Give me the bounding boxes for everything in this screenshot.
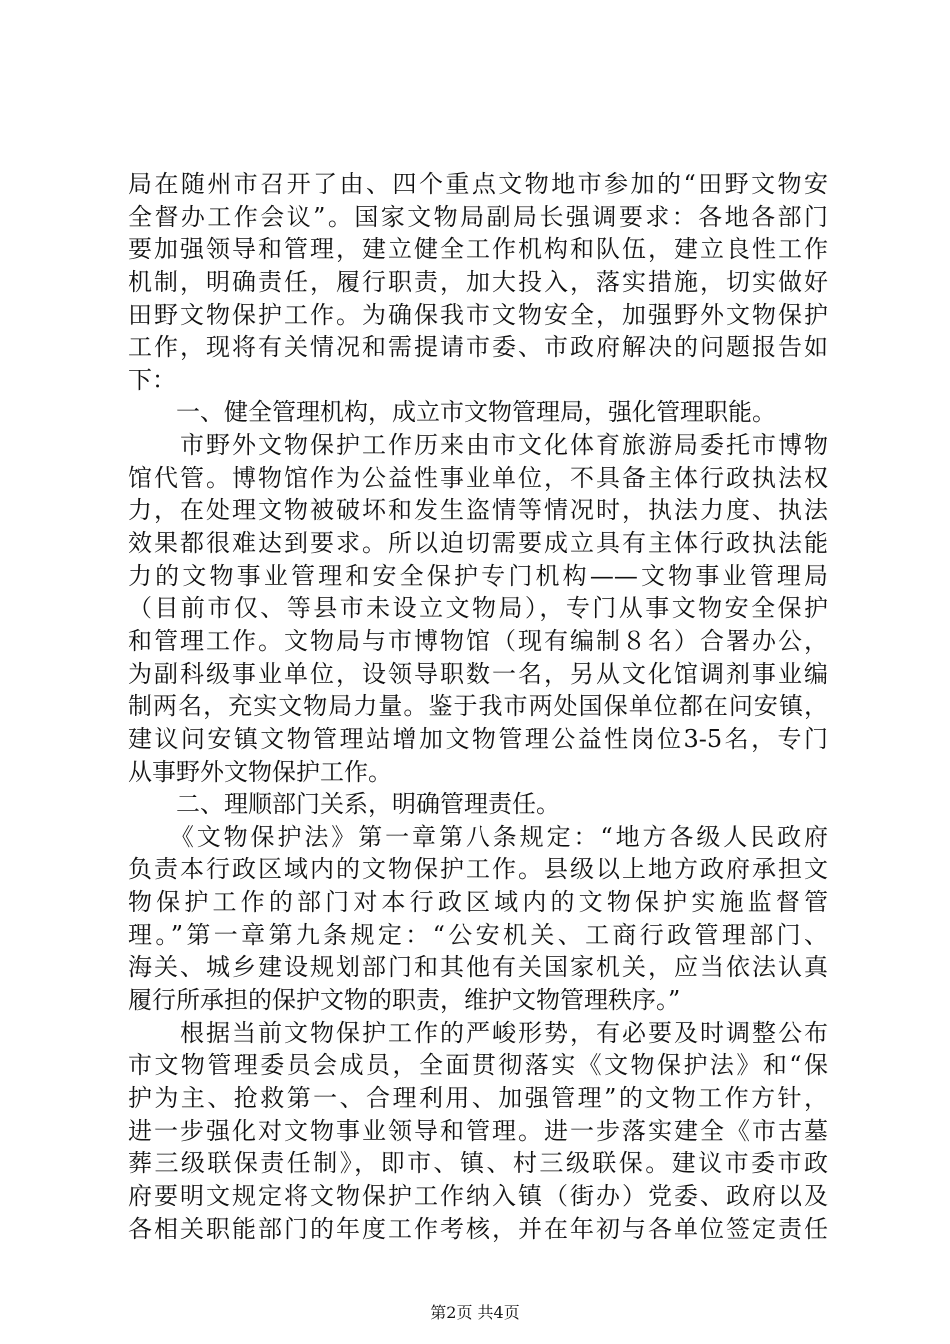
text-line: 机制，明确责任，履行职责，加大投入，落实措施，切实做好	[128, 267, 828, 296]
text-line: 市文物管理委员会成员，全面贯彻落实《文物保护法》和“保	[128, 1051, 828, 1080]
text-line: 府要明文规定将文物保护工作纳入镇（街办）党委、政府以及	[128, 1181, 828, 1210]
text-line: 制两名，充实文物局力量。鉴于我市两处国保单位都在问安镇，	[128, 692, 828, 721]
text-line: 力，在处理文物被破坏和发生盗情等情况时，执法力度、执法	[128, 496, 828, 525]
text-line: 履行所承担的保护文物的职责，维护文物管理秩序。”	[128, 986, 681, 1015]
text-line: 建议问安镇文物管理站增加文物管理公益性岗位3-5名，专门	[128, 724, 828, 753]
text-line: 《文物保护法》第一章第八条规定：“地方各级人民政府	[128, 822, 828, 851]
text-line: 护为主、抢救第一、合理利用、加强管理”的文物工作方针，	[128, 1083, 828, 1112]
text-line: 田野文物保护工作。为确保我市文物安全，加强野外文物保护	[128, 300, 828, 329]
text-line: 二、理顺部门关系，明确管理责任。	[128, 790, 560, 819]
text-line: 进一步强化对文物事业领导和管理。进一步落实建全《市古墓	[128, 1116, 828, 1145]
text-line: 一、健全管理机构，成立市文物管理局，强化管理职能。	[128, 398, 776, 427]
text-line: 从事野外文物保护工作。	[128, 757, 392, 786]
text-line: 葬三级联保责任制》，即市、镇、村三级联保。建议市委市政	[128, 1149, 828, 1178]
text-line: 力的文物事业管理和安全保护专门机构——文物事业管理局	[128, 561, 828, 590]
text-line: 根据当前文物保护工作的严峻形势，有必要及时调整公布	[128, 1018, 828, 1047]
text-line: 工作，现将有关情况和需提请市委、市政府解决的问题报告如	[128, 333, 828, 362]
text-line: 效果都很难达到要求。所以迫切需要成立具有主体行政执法能	[128, 529, 828, 558]
text-line: 局在随州市召开了由、四个重点文物地市参加的“田野文物安	[128, 170, 828, 198]
text-line: 要加强领导和管理，建立健全工作机构和队伍，建立良性工作	[128, 235, 828, 264]
text-line: 海关、城乡建设规划部门和其他有关国家机关，应当依法认真	[128, 953, 828, 982]
text-line: 各相关职能部门的年度工作考核，并在年初与各单位签定责任	[128, 1214, 828, 1243]
text-line: 馆代管。博物馆作为公益性事业单位，不具备主体行政执法权	[128, 463, 828, 492]
text-line: 和管理工作。文物局与市博物馆（现有编制８名）合署办公，	[128, 626, 828, 655]
text-line: 为副科级事业单位，设领导职数一名，另从文化馆调剂事业编	[128, 659, 828, 688]
text-line: 理。”第一章第九条规定：“公安机关、工商行政管理部门、	[128, 920, 828, 949]
page-number-footer: 第2页 共4页	[430, 1303, 520, 1322]
text-line: 负责本行政区域内的文物保护工作。县级以上地方政府承担文	[128, 855, 828, 884]
text-line: 全督办工作会议”。国家文物局副局长强调要求：各地各部门	[128, 202, 828, 231]
text-line: 市野外文物保护工作历来由市文化体育旅游局委托市博物	[128, 431, 828, 460]
document-body	[128, 168, 828, 1245]
text-line: 物保护工作的部门对本行政区域内的文物保护实施监督管	[128, 888, 828, 917]
text-line: 下：	[128, 365, 176, 394]
text-line: （目前市仅、等县市未设立文物局），专门从事文物安全保护	[128, 594, 828, 623]
